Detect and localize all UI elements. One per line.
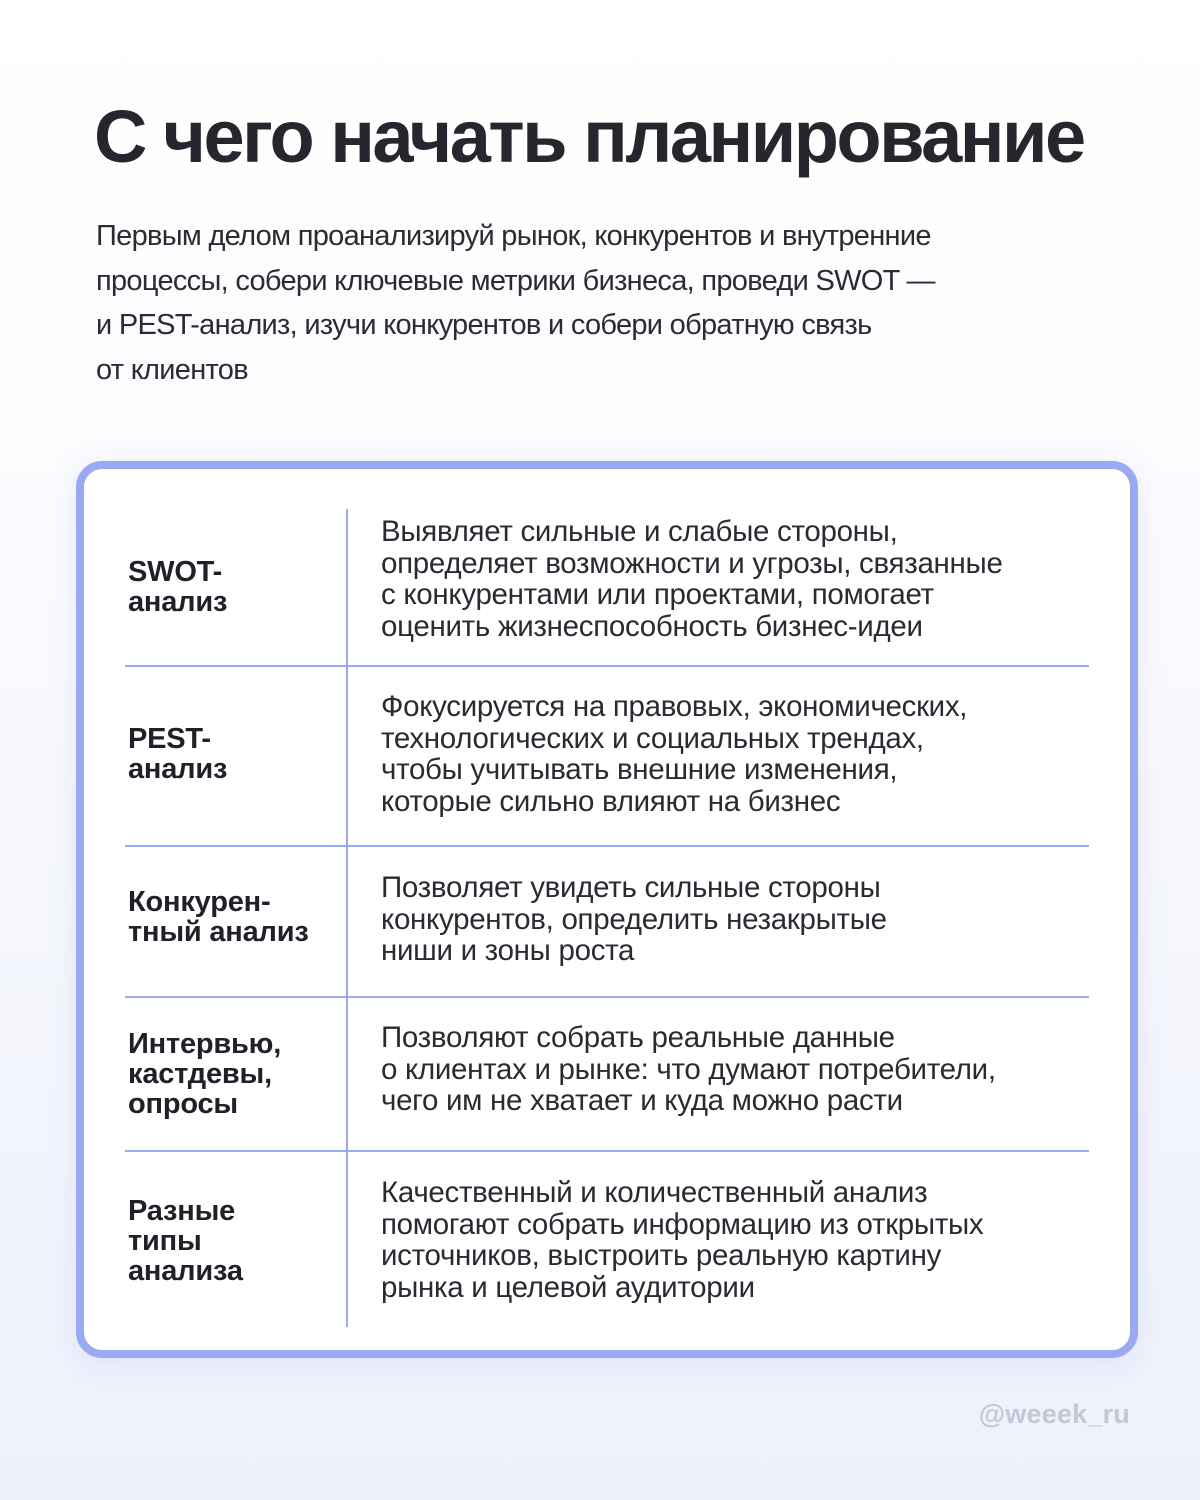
intro-line: Первым делом проанализируй рынок, конкурентов и внутренние bbox=[96, 220, 931, 252]
row-desc-line: с конкурентами или проектами, помогает bbox=[381, 578, 934, 611]
row-desc-line: о клиентах и рынке: что думают потребители, bbox=[381, 1052, 996, 1086]
row-desc-line: определяет возможности и угрозы, связанные bbox=[381, 546, 1003, 580]
row-desc-line: технологических и социальных трендах, bbox=[381, 721, 924, 755]
row-label-line: анализ bbox=[128, 753, 228, 785]
row-label-line: тный анализ bbox=[128, 916, 309, 948]
row-desc-line: помогают собрать информацию из открытых bbox=[381, 1207, 984, 1241]
row-label bbox=[128, 887, 309, 947]
row-desc-line: ниши и зоны роста bbox=[381, 934, 635, 967]
row-description bbox=[381, 1022, 996, 1117]
intro-line: от клиентов bbox=[96, 353, 248, 386]
row-label bbox=[128, 1196, 243, 1286]
row-description bbox=[381, 1177, 983, 1303]
row-label-line: кастдевы, bbox=[128, 1058, 272, 1090]
row-label-line: PEST- bbox=[128, 723, 211, 755]
row-desc-line: рынка и целевой аудитории bbox=[381, 1270, 755, 1304]
row-label bbox=[128, 1029, 281, 1119]
row-label-line: SWOT- bbox=[128, 556, 223, 588]
row-desc-line: оценить жизнеспособность бизнес-идеи bbox=[381, 609, 923, 643]
row-desc-line: Позволяет увидеть сильные стороны bbox=[381, 871, 881, 904]
table-row-swot bbox=[125, 509, 1089, 667]
row-description bbox=[381, 691, 967, 817]
row-desc-line: которые сильно влияют на бизнес bbox=[381, 784, 841, 818]
table-row-competitor bbox=[125, 847, 1089, 997]
row-label bbox=[128, 724, 227, 784]
table-row-pest bbox=[125, 667, 1089, 845]
row-desc-line: источников, выстроить реальную картину bbox=[381, 1239, 942, 1272]
row-desc-line: конкурентов, определить незакрытые bbox=[381, 902, 887, 936]
row-label-line: анализ bbox=[128, 586, 228, 618]
intro-line: процессы, собери ключевые метрики бизнеса, проведи SWOT — bbox=[96, 264, 935, 297]
row-label-line: Конкурен- bbox=[128, 886, 271, 918]
row-label bbox=[128, 557, 227, 617]
row-desc-line: Выявляет сильные и слабые стороны, bbox=[381, 515, 898, 548]
row-desc-line: Позволяют собрать реальные данные bbox=[381, 1021, 895, 1054]
row-desc-line: Качественный и количественный анализ bbox=[381, 1176, 928, 1209]
row-label-line: Разные bbox=[128, 1195, 236, 1227]
analysis-table-card bbox=[76, 461, 1138, 1358]
intro-paragraph bbox=[96, 214, 1096, 392]
row-label-line: типы bbox=[128, 1225, 202, 1257]
account-handle: @weeek_ru bbox=[978, 1399, 1130, 1429]
intro-line: и PEST-анализ, изучи конкурентов и собери обратную связь bbox=[96, 309, 872, 341]
row-desc-line: чтобы учитывать внешние изменения, bbox=[381, 753, 898, 786]
row-description bbox=[381, 516, 1003, 642]
row-desc-line: Фокусируется на правовых, экономических, bbox=[381, 690, 968, 723]
row-label-line: Интервью, bbox=[128, 1028, 282, 1060]
page-title: С чего начать планирование bbox=[94, 95, 1084, 178]
row-label-line: анализа bbox=[128, 1255, 243, 1287]
table-row-interviews bbox=[125, 998, 1089, 1150]
row-label-line: опросы bbox=[128, 1088, 238, 1120]
table-row-analysis-types bbox=[125, 1152, 1089, 1327]
row-desc-line: чего им не хватает и куда можно расти bbox=[381, 1084, 903, 1117]
row-description bbox=[381, 872, 887, 967]
